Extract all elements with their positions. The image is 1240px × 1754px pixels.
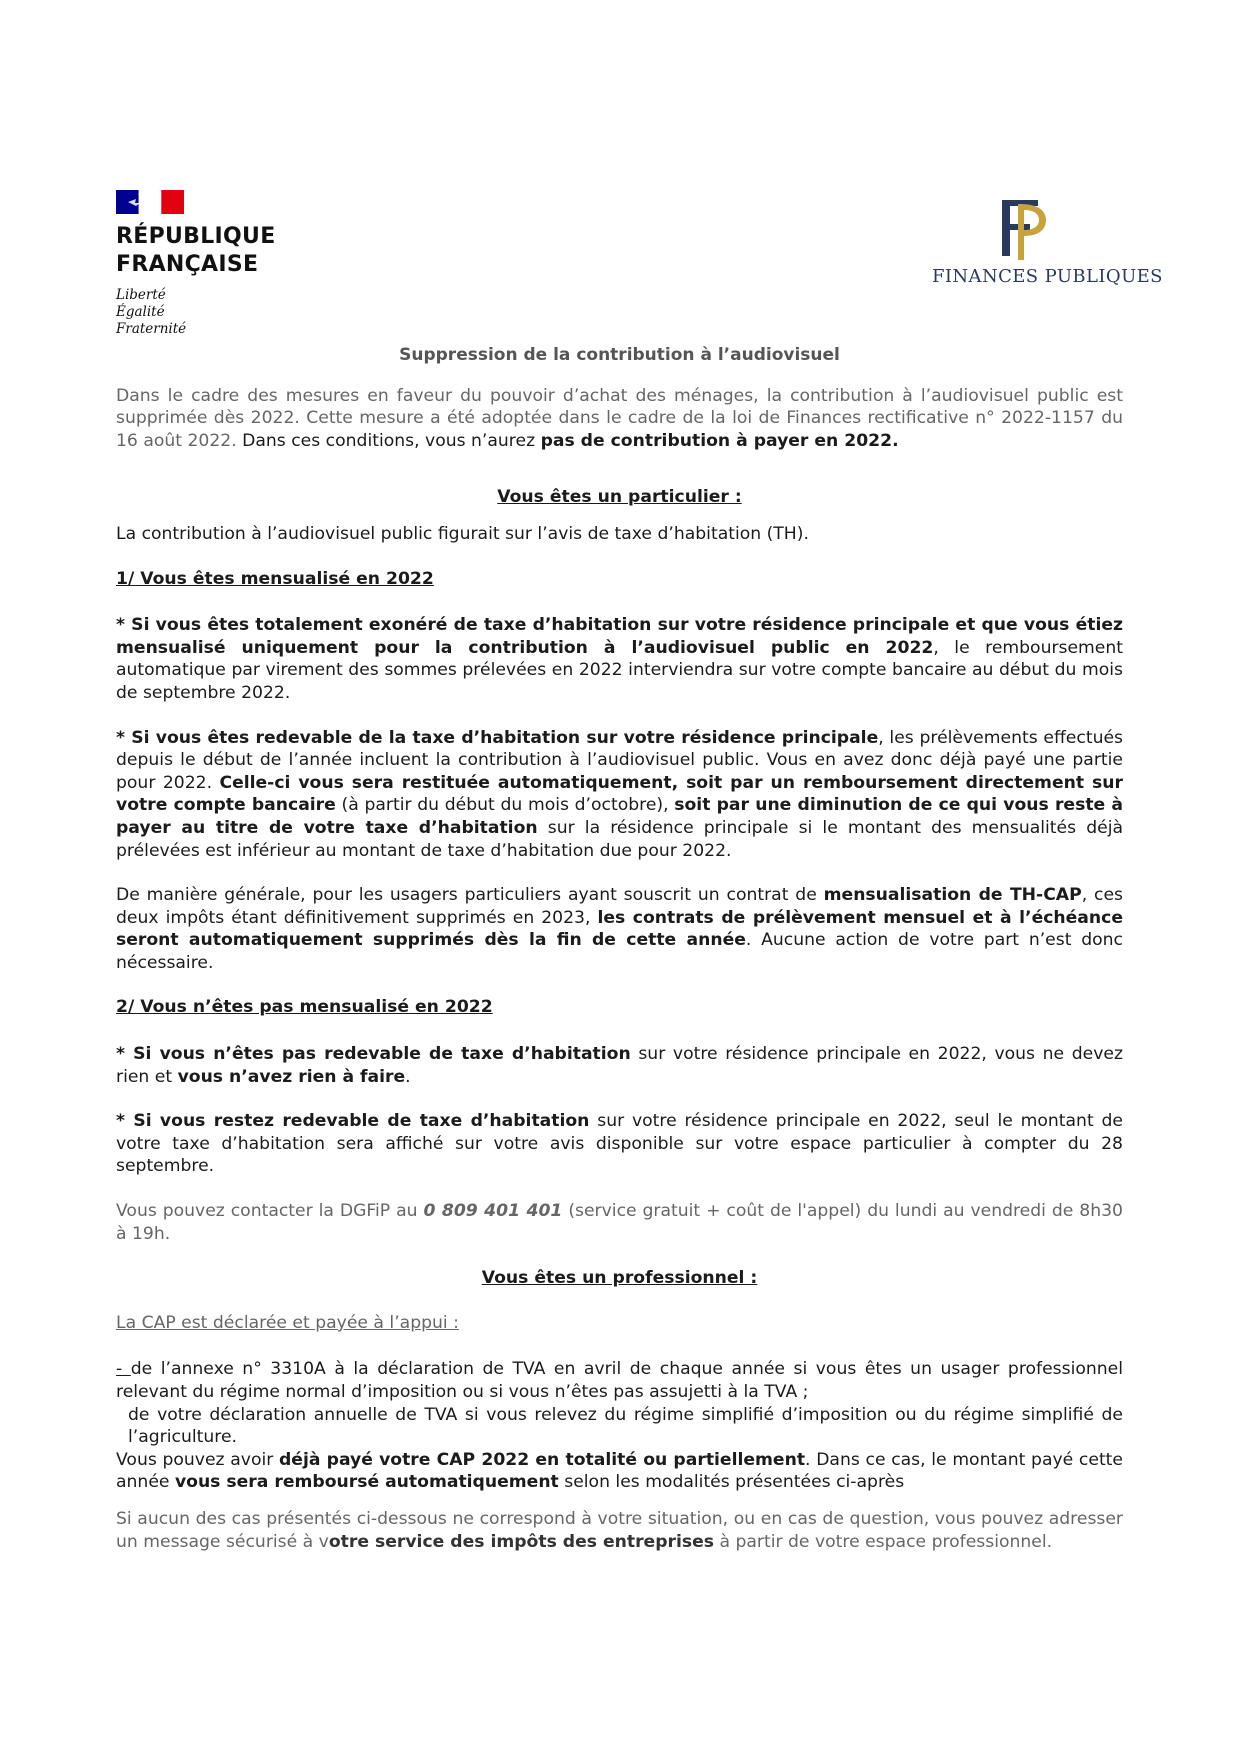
s2-p1-bold-2: vous n’avez rien à faire xyxy=(177,1066,406,1087)
section-1-heading: 1/ Vous êtes mensualisé en 2022 xyxy=(116,568,434,589)
s1-p2-bold-3: soit par une diminution de ce qui vous reste à payer au titre de votre taxe d’habitation xyxy=(116,795,1124,838)
closing-paragraph xyxy=(116,1508,1123,1553)
contact-text-2: (service gratuit + coût de l'appel) du lundi au vendredi de 8h30 à 19h. xyxy=(116,1201,1123,1244)
section-2-heading: 2/ Vous n’êtes pas mensualisé en 2022 xyxy=(116,997,493,1018)
intro-dark-text: Dans ces conditions, vous n’aurez xyxy=(236,430,541,451)
s1-p1-bold: * Si vous êtes totalement exonéré de taxe d’habitation sur votre résidence principale et que vous étiez mensualisé uniquement pour la contribution à l’audiovisuel public en 2022 xyxy=(116,615,1123,658)
s1-p2-bold-1: * Si vous êtes redevable de la taxe d’habitation sur votre résidence principale xyxy=(116,727,879,748)
cap-heading: La CAP est déclarée et payée à l’appui : xyxy=(116,1312,459,1333)
motto-fraternite: Fraternité xyxy=(116,321,187,337)
s1-p3-text-3: . Aucune action de votre part n’est donc nécessaire. xyxy=(116,930,1123,973)
s1-p2-text-3: sur la résidence principale si le montant des mensualités déjà prélevées est inférieur au montant de taxe d’habitation due pour 2022. xyxy=(116,817,1124,861)
marianne-flag-icon xyxy=(116,190,184,214)
intro-paragraph xyxy=(116,385,1123,453)
s1-p2-text-2: (à partir du début du mois d’octobre), xyxy=(335,795,675,816)
s1-p3-text-2: , ces deux impôts étant définitivement supprimés en 2023, xyxy=(116,885,1124,928)
paid-bold-1: déjà payé votre CAP 2022 en totalité ou partiellement xyxy=(278,1449,806,1470)
contact-paragraph xyxy=(116,1200,1123,1245)
s2-p2-bold-1: * Si vous restez redevable de taxe d’habitation xyxy=(116,1111,590,1132)
finances-publiques-logo xyxy=(914,194,1163,290)
section-1-paragraph-2 xyxy=(116,727,1123,863)
cap-item-1 xyxy=(116,1358,1123,1403)
intro-gray-text: Dans le cadre des mesures en faveur du pouvoir d’achat des ménages, la contribution à l’audiovisuel public est supprimée dès 2022. Cette mesure a été adoptée dans le cadre de la loi de Finances rectificative n° 2022-1157 du 16 août 2022. xyxy=(116,385,1123,451)
contact-phone-number: 0 809 401 401 xyxy=(423,1201,563,1222)
cap-paid-paragraph xyxy=(116,1449,1123,1494)
document-body xyxy=(116,344,1123,1553)
document-title: Suppression de la contribution à l’audiovisuel xyxy=(399,345,840,365)
republique-line-1: RÉPUBLIQUE xyxy=(116,224,276,249)
s1-p3-text-1: De manière générale, pour les usagers particuliers ayant souscrit un contrat de xyxy=(116,885,824,906)
republique-line-2: FRANÇAISE xyxy=(116,252,259,277)
section-1-paragraph-1 xyxy=(116,614,1123,704)
motto-liberte: Liberté xyxy=(116,287,166,303)
cap-item-dash: - xyxy=(116,1359,131,1380)
fp-monogram-icon xyxy=(994,194,1050,262)
paid-text-2: . Dans ce cas, le montant payé cette année xyxy=(116,1449,1124,1493)
section-2-paragraph-2 xyxy=(116,1110,1123,1178)
particulier-intro: La contribution à l’audiovisuel public figurait sur l’avis de taxe d’habitation (TH). xyxy=(116,523,809,544)
s1-p2-text-1: , les prélèvements effectués depuis le début de l’année incluent la contribution à l’audiovisuel public. Vous en avez donc déjà payé une partie pour 2022. xyxy=(116,727,1123,793)
paid-text-3: selon les modalités présentées ci-après xyxy=(558,1472,905,1493)
s1-p2-bold-2: Celle-ci vous sera restituée automatiquement, soit par un remboursement directement sur votre compte bancaire xyxy=(116,772,1123,816)
finances-publiques-text: FINANCES PUBLIQUES xyxy=(932,266,1163,287)
motto-egalite: Égalité xyxy=(116,304,165,320)
professionnel-heading: Vous êtes un professionnel : xyxy=(481,1268,758,1289)
s2-p1-text-1: sur votre résidence principale en 2022, vous ne devez rien et xyxy=(116,1044,1123,1087)
particulier-heading: Vous êtes un particulier : xyxy=(497,487,742,508)
paid-bold-2: vous sera remboursé automatiquement xyxy=(174,1472,559,1493)
s2-p2-text-1: sur votre résidence principale en 2022, seul le montant de votre taxe d’habitation sera affiché sur votre avis disponible sur votre espace particulier à compter du 28 septembre. xyxy=(116,1111,1123,1177)
cap-item-2: de votre déclaration annuelle de TVA si vous relevez du régime simplifié d’imposition ou du régime simplifié de l’agriculture. xyxy=(128,1404,1123,1448)
paid-text-1: Vous pouvez avoir xyxy=(116,1449,279,1470)
contact-text-1: Vous pouvez contacter la DGFiP au xyxy=(116,1201,424,1222)
cap-item-1-text: de l’annexe n° 3310A à la déclaration de TVA en avril de chaque année si vous êtes un usager professionnel relevant du régime normal d’imposition ou si vous n’êtes pas assujetti à la TVA ; xyxy=(116,1359,1124,1402)
last-text-2: à partir de votre espace professionnel. xyxy=(714,1531,1053,1552)
s2-p1-bold-1: * Si vous n’êtes pas redevable de taxe d’habitation xyxy=(116,1044,631,1065)
section-2-paragraph-1 xyxy=(116,1043,1123,1088)
s1-p3-bold-1: mensualisation de TH-CAP xyxy=(823,885,1082,906)
intro-bold-text: pas de contribution à payer en 2022. xyxy=(540,430,899,451)
section-1-paragraph-3 xyxy=(116,884,1123,974)
republique-francaise-logo xyxy=(116,190,316,338)
last-text-1: Si aucun des cas présentés ci-dessous ne correspond à votre situation, ou en cas de question, vous pouvez adresser un message sécurisé à v xyxy=(116,1508,1123,1552)
s1-p3-bold-2: les contrats de prélèvement mensuel et à l’échéance seront automatiquement supprimés dès la fin de cette année xyxy=(116,907,1123,951)
s2-p1-text-2: . xyxy=(405,1066,411,1087)
last-bold: otre service des impôts des entreprises xyxy=(328,1531,714,1552)
s1-p1-text: , le remboursement automatique par virement des sommes prélevées en 2022 interviendra sur votre compte bancaire au début du mois de septembre 2022. xyxy=(116,637,1124,703)
